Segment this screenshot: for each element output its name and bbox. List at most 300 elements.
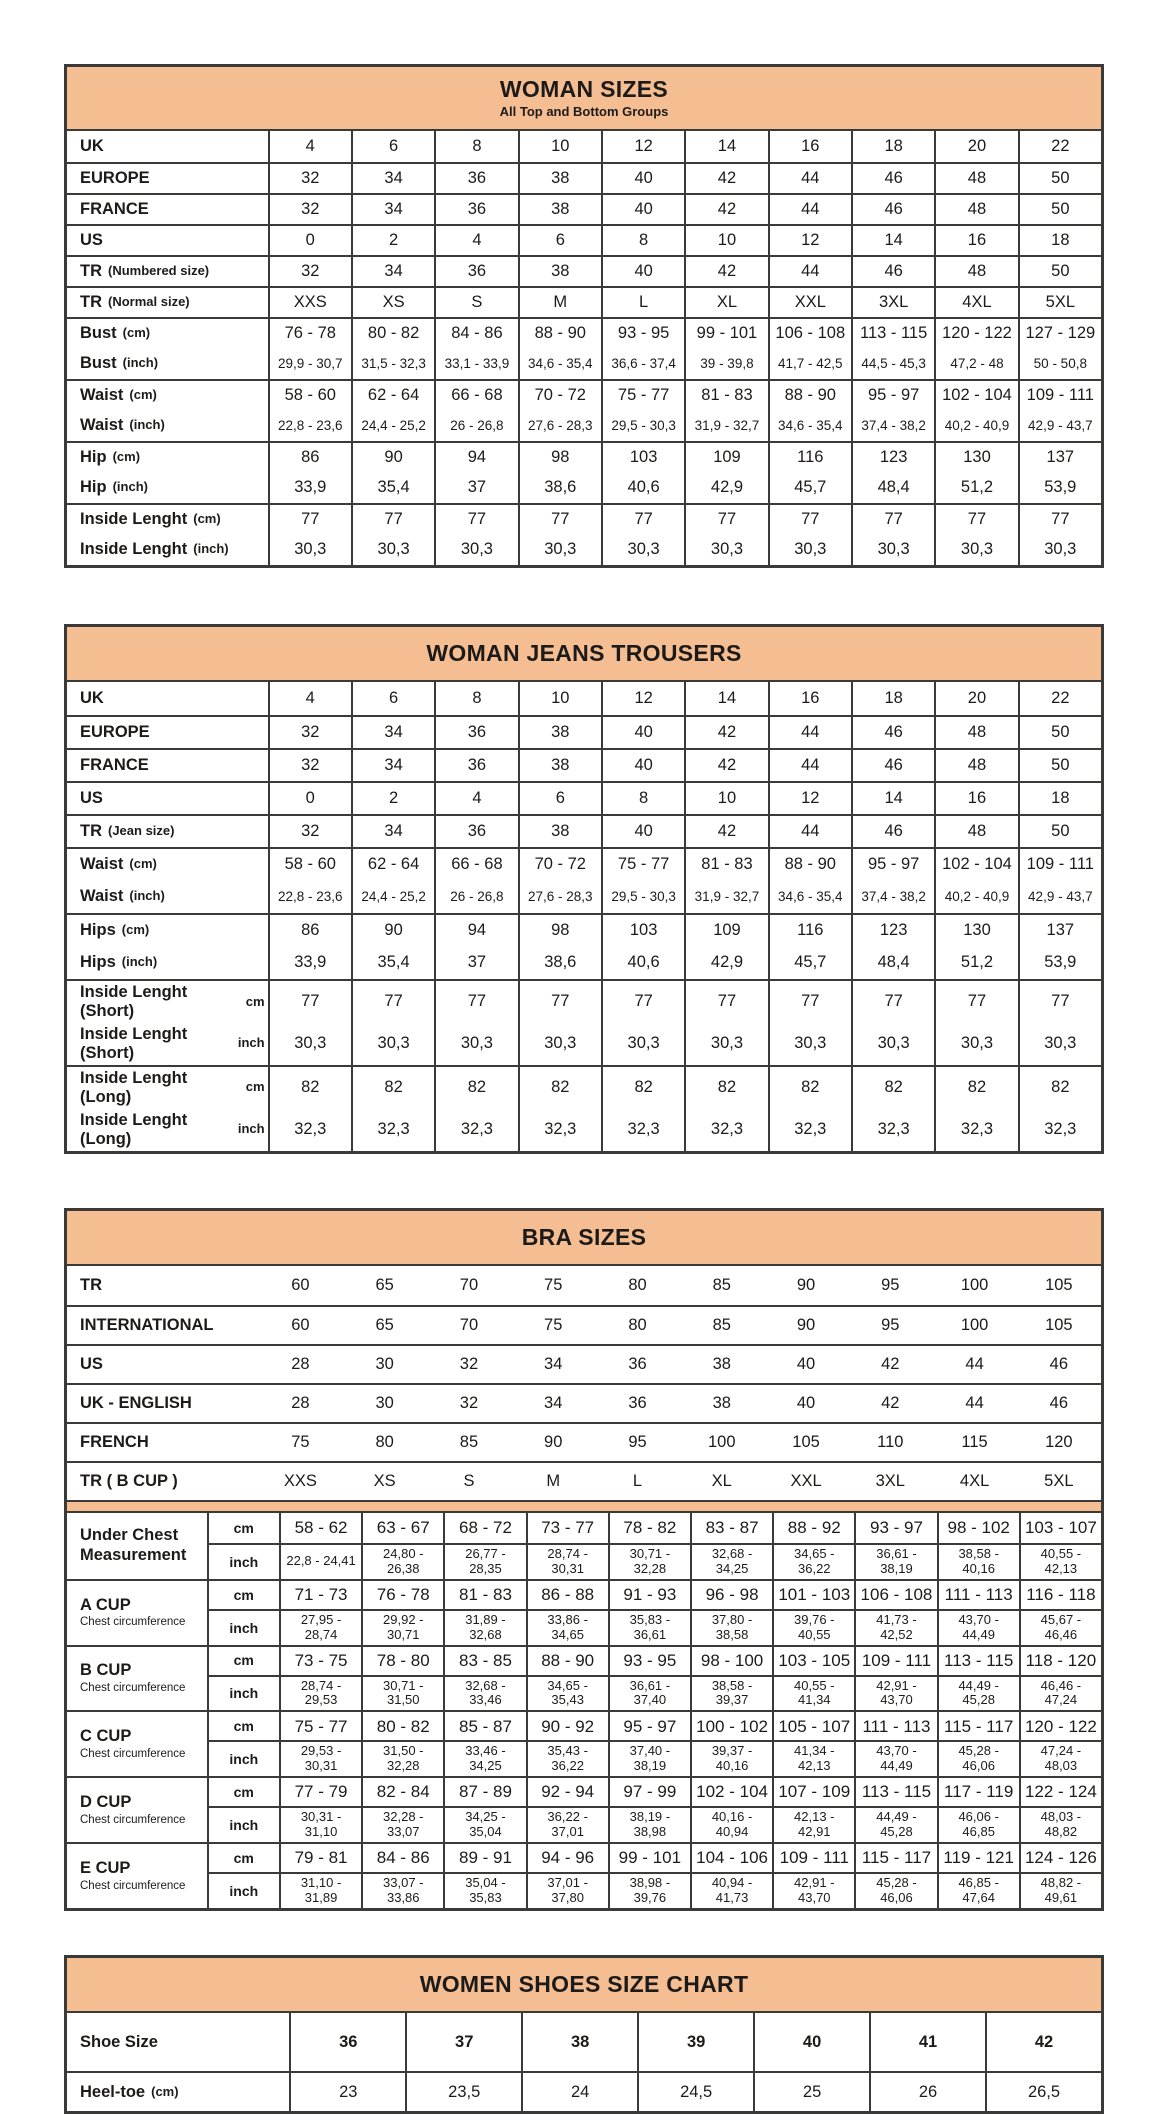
- size-value: 95 - 97: [851, 847, 934, 880]
- size-value: 42,9: [684, 946, 767, 979]
- row-label: D CUP Chest circumference: [67, 1776, 207, 1842]
- row-label: TR (Numbered size): [67, 255, 268, 286]
- size-value: 30,71 - 32,28: [608, 1543, 690, 1579]
- size-value: 124 - 126: [1019, 1842, 1101, 1872]
- size-value: 86 - 88: [526, 1579, 608, 1609]
- row-label: FRANCE: [67, 748, 268, 781]
- size-value: 77: [601, 979, 684, 1023]
- size-value: 109: [684, 441, 767, 472]
- size-value: 82 - 84: [361, 1776, 443, 1806]
- size-value: 103 - 105: [772, 1645, 854, 1675]
- size-value: 26: [869, 2071, 985, 2111]
- size-value: 32: [268, 715, 351, 748]
- size-value: 31,9 - 32,7: [684, 880, 767, 913]
- woman-jeans-trousers-table: [64, 624, 1104, 1154]
- size-value: 32,3: [601, 1109, 684, 1151]
- size-value: 34: [351, 255, 434, 286]
- table-title: BRA SIZES: [521, 1223, 647, 1250]
- size-value: 29,5 - 30,3: [601, 410, 684, 441]
- size-value: 40,16 - 40,94: [690, 1806, 772, 1842]
- size-value: XXS: [258, 1461, 342, 1500]
- size-value: 46: [851, 255, 934, 286]
- size-value: 95: [595, 1422, 679, 1461]
- size-value: 42,91 - 43,70: [854, 1675, 936, 1711]
- size-value: 32,28 - 33,07: [361, 1806, 443, 1842]
- size-value: 42,9 - 43,7: [1018, 880, 1101, 913]
- size-value: 109 - 111: [772, 1842, 854, 1872]
- size-value: 32,68 - 33,46: [443, 1675, 525, 1711]
- table-body: [67, 131, 1101, 565]
- size-value: 60: [291, 1275, 310, 1294]
- row-label: Hip (cm): [67, 441, 268, 472]
- size-value: 36: [434, 814, 517, 847]
- size-value: 40: [764, 1344, 848, 1383]
- size-value: 26 - 26,8: [434, 410, 517, 441]
- size-value: 105 - 107: [772, 1710, 854, 1740]
- size-value: 50: [1018, 255, 1101, 286]
- size-value: 77: [601, 503, 684, 534]
- size-value: 100: [960, 1275, 989, 1294]
- size-value: 32,3: [934, 1109, 1017, 1151]
- size-value: 38: [518, 162, 601, 193]
- size-value: 75 - 77: [601, 847, 684, 880]
- table-subtitle: All Top and Bottom Groups: [499, 104, 669, 119]
- size-value: 29,5 - 30,3: [601, 880, 684, 913]
- size-value: 109 - 111: [1018, 379, 1101, 410]
- size-value: 10: [684, 224, 767, 255]
- size-value: 34: [351, 162, 434, 193]
- size-value: 3XL: [851, 286, 934, 317]
- size-value: 93 - 95: [601, 317, 684, 348]
- size-value: 82: [851, 1065, 934, 1109]
- size-value: 44: [768, 814, 851, 847]
- unit-label: cm: [207, 1645, 279, 1675]
- size-value: 30: [343, 1383, 427, 1422]
- table-header: [67, 627, 1101, 682]
- size-value: 117 - 119: [937, 1776, 1019, 1806]
- size-value: 44: [932, 1344, 1016, 1383]
- size-value: 82: [684, 1065, 767, 1109]
- size-value: 16: [934, 781, 1017, 814]
- size-value: 32,3: [518, 1109, 601, 1151]
- size-value: 123: [851, 441, 934, 472]
- size-value: 24,4 - 25,2: [351, 880, 434, 913]
- size-value: 34: [511, 1383, 595, 1422]
- size-value: 0: [268, 224, 351, 255]
- size-value: 12: [768, 781, 851, 814]
- size-value: 43,70 - 44,49: [937, 1609, 1019, 1645]
- size-value: 76 - 78: [361, 1579, 443, 1609]
- size-value: 10: [518, 131, 601, 162]
- size-value: 29,92 - 30,71: [361, 1609, 443, 1645]
- size-value: 116 - 118: [1019, 1579, 1101, 1609]
- size-value: 38,98 - 39,76: [608, 1872, 690, 1908]
- row-label: Waist (inch): [80, 416, 165, 435]
- size-value: 46: [851, 715, 934, 748]
- size-value: 37: [434, 946, 517, 979]
- size-value: 75: [258, 1422, 342, 1461]
- row-label: FRANCE: [67, 193, 268, 224]
- row-label: Hip (inch): [80, 478, 148, 497]
- size-value: 122 - 124: [1019, 1776, 1101, 1806]
- size-value: 40: [601, 748, 684, 781]
- size-value: 75: [544, 1275, 563, 1294]
- row-label: Shoe Size: [80, 2032, 158, 2051]
- size-value: 20: [934, 131, 1017, 162]
- size-value: 70: [459, 1275, 479, 1294]
- size-value: XS: [343, 1461, 427, 1500]
- size-value: 86: [268, 441, 351, 472]
- unit-label: inch: [207, 1609, 279, 1645]
- size-value: 44,49 - 45,28: [937, 1675, 1019, 1711]
- size-value: 40: [601, 715, 684, 748]
- size-value: 50: [1018, 715, 1101, 748]
- size-value: 40,6: [601, 946, 684, 979]
- size-value: 75 - 77: [601, 379, 684, 410]
- size-value: 65: [375, 1275, 394, 1294]
- size-value: 78 - 80: [361, 1645, 443, 1675]
- size-value: 42,9: [684, 472, 767, 503]
- size-value: 76 - 78: [268, 317, 351, 348]
- size-value: 38,58 - 40,16: [937, 1543, 1019, 1579]
- size-value: 31,5 - 32,3: [351, 348, 434, 379]
- size-value: 41,73 - 42,52: [854, 1609, 936, 1645]
- row-label: UK: [80, 137, 104, 156]
- size-value: 89 - 91: [443, 1842, 525, 1872]
- size-value: 18: [1018, 224, 1101, 255]
- size-value: 77: [1018, 979, 1101, 1023]
- size-value: 123: [851, 913, 934, 946]
- size-value: 22,8 - 23,6: [268, 410, 351, 441]
- size-value: 36: [289, 2013, 405, 2071]
- unit-label: cm: [207, 1513, 279, 1543]
- size-value: 62 - 64: [351, 847, 434, 880]
- size-value: 40: [764, 1383, 848, 1422]
- size-value: 90: [796, 1275, 816, 1294]
- size-value: 41: [869, 2013, 985, 2071]
- size-value: 40,55 - 42,13: [1019, 1543, 1101, 1579]
- women-shoes-size-chart-table: [64, 1955, 1104, 2114]
- size-value: 8: [601, 224, 684, 255]
- size-value: 41,34 - 42,13: [772, 1740, 854, 1776]
- size-value: 18: [851, 682, 934, 715]
- size-value: 43,70 - 44,49: [854, 1740, 936, 1776]
- size-value: 31,89 - 32,68: [443, 1609, 525, 1645]
- size-value: 91 - 93: [608, 1579, 690, 1609]
- size-value: 85 - 87: [443, 1710, 525, 1740]
- size-value: 30,3: [351, 534, 434, 565]
- size-value: 36,22 - 37,01: [526, 1806, 608, 1842]
- row-label: Hips (cm): [67, 913, 268, 946]
- size-value: 93 - 95: [608, 1645, 690, 1675]
- size-value: 32: [427, 1344, 511, 1383]
- size-value: 38: [521, 2013, 637, 2071]
- size-value: 6: [351, 682, 434, 715]
- size-value: 35,83 - 36,61: [608, 1609, 690, 1645]
- row-label: FRENCH: [67, 1422, 258, 1461]
- unit-label: cm: [207, 1579, 279, 1609]
- size-value: 35,43 - 36,22: [526, 1740, 608, 1776]
- row-label: Hips (inch): [80, 953, 158, 972]
- size-value: 120 - 122: [1019, 1710, 1101, 1740]
- size-value: 77: [684, 503, 767, 534]
- size-value: 27,95 - 28,74: [279, 1609, 361, 1645]
- size-value: 3XL: [848, 1461, 932, 1500]
- size-value: 40: [601, 162, 684, 193]
- size-value: 40: [753, 2013, 869, 2071]
- size-value: 77: [1018, 503, 1101, 534]
- size-value: 31,50 - 32,28: [361, 1740, 443, 1776]
- size-value: 42: [684, 255, 767, 286]
- size-value: 37: [405, 2013, 521, 2071]
- size-value: 70: [427, 1305, 511, 1344]
- size-value: 39,37 - 40,16: [690, 1740, 772, 1776]
- size-value: 32,3: [684, 1109, 767, 1151]
- size-value: 109 - 111: [854, 1645, 936, 1675]
- size-value: 88 - 90: [768, 379, 851, 410]
- size-value: XXL: [768, 286, 851, 317]
- size-value: 35,4: [351, 472, 434, 503]
- size-value: 46: [851, 748, 934, 781]
- row-label: E CUP Chest circumference: [67, 1842, 207, 1908]
- size-value: 48: [934, 715, 1017, 748]
- size-value: 62 - 64: [351, 379, 434, 410]
- size-value: 30,3: [934, 1023, 1017, 1065]
- size-value: XL: [684, 286, 767, 317]
- size-value: 32,3: [851, 1109, 934, 1151]
- size-value: 82: [1018, 1065, 1101, 1109]
- size-value: 109: [684, 913, 767, 946]
- table-grid: [67, 1266, 1101, 1500]
- size-value: 40: [601, 255, 684, 286]
- size-value: 25: [753, 2071, 869, 2111]
- size-value: 27,6 - 28,3: [518, 880, 601, 913]
- size-value: 97 - 99: [608, 1776, 690, 1806]
- size-value: 77: [268, 979, 351, 1023]
- size-value: 27,6 - 28,3: [518, 410, 601, 441]
- size-value: 32,3: [1018, 1109, 1101, 1151]
- size-value: 34: [351, 814, 434, 847]
- size-value: S: [434, 286, 517, 317]
- size-value: 90: [351, 441, 434, 472]
- row-label: EUROPE: [67, 715, 268, 748]
- size-value: 48,82 - 49,61: [1019, 1872, 1101, 1908]
- size-value: 44,49 - 45,28: [854, 1806, 936, 1842]
- size-value: 51,2: [934, 946, 1017, 979]
- divider-band: [67, 1500, 1101, 1513]
- size-value: 22: [1018, 682, 1101, 715]
- size-value: 30,3: [851, 534, 934, 565]
- size-value: 88 - 90: [518, 317, 601, 348]
- size-value: 33,07 - 33,86: [361, 1872, 443, 1908]
- size-value: 40: [601, 814, 684, 847]
- size-value: 82: [351, 1065, 434, 1109]
- size-value: 70 - 72: [518, 379, 601, 410]
- size-value: 92 - 94: [526, 1776, 608, 1806]
- size-value: 36,61 - 38,19: [854, 1543, 936, 1579]
- table-header: [67, 1211, 1101, 1266]
- row-label: Bust (cm): [67, 317, 268, 348]
- size-value: 37,4 - 38,2: [851, 410, 934, 441]
- size-value: 16: [934, 224, 1017, 255]
- size-value: 96 - 98: [690, 1579, 772, 1609]
- size-value: 100 - 102: [690, 1710, 772, 1740]
- size-value: 94: [434, 913, 517, 946]
- size-value: 40,2 - 40,9: [934, 410, 1017, 441]
- size-value: 75 - 77: [279, 1710, 361, 1740]
- size-value: 6: [351, 131, 434, 162]
- size-value: 33,9: [268, 472, 351, 503]
- unit-label: inch: [207, 1740, 279, 1776]
- size-value: 30,31 - 31,10: [279, 1806, 361, 1842]
- size-value: 82: [434, 1065, 517, 1109]
- size-value: 45,28 - 46,06: [937, 1740, 1019, 1776]
- row-label: Waist (cm): [67, 379, 268, 410]
- size-value: 2: [351, 781, 434, 814]
- size-value: 93 - 97: [854, 1513, 936, 1543]
- size-value: 77: [768, 979, 851, 1023]
- size-value: 32,3: [268, 1109, 351, 1151]
- size-value: 73 - 77: [526, 1513, 608, 1543]
- size-value: 90 - 92: [526, 1710, 608, 1740]
- table-header: [67, 1958, 1101, 2013]
- size-value: 82: [518, 1065, 601, 1109]
- size-value: 79 - 81: [279, 1842, 361, 1872]
- size-value: 30,3: [684, 1023, 767, 1065]
- size-value: 24: [521, 2071, 637, 2111]
- size-value: 70 - 72: [518, 847, 601, 880]
- size-value: 95 - 97: [608, 1710, 690, 1740]
- size-value: 48: [934, 748, 1017, 781]
- size-value: 38: [518, 814, 601, 847]
- size-value: 45,28 - 46,06: [854, 1872, 936, 1908]
- size-value: 78 - 82: [608, 1513, 690, 1543]
- size-value: 104 - 106: [690, 1842, 772, 1872]
- size-value: 8: [434, 682, 517, 715]
- size-value: 77 - 79: [279, 1776, 361, 1806]
- size-value: 75: [511, 1305, 595, 1344]
- table-grid: [67, 1513, 1101, 1908]
- size-value: 48: [934, 193, 1017, 224]
- row-label: Waist (cm): [67, 847, 268, 880]
- size-value: 98 - 102: [937, 1513, 1019, 1543]
- size-value: 50: [1018, 748, 1101, 781]
- size-value: 42: [684, 814, 767, 847]
- size-value: 34: [351, 748, 434, 781]
- size-value: 45,7: [768, 472, 851, 503]
- size-value: 50 - 50,8: [1018, 348, 1101, 379]
- size-value: 81 - 83: [684, 847, 767, 880]
- size-value: 85: [427, 1422, 511, 1461]
- size-value: 127 - 129: [1018, 317, 1101, 348]
- size-value: 33,1 - 33,9: [434, 348, 517, 379]
- table-body: [67, 2013, 1101, 2111]
- size-value: L: [595, 1461, 679, 1500]
- woman-sizes-table: [64, 64, 1104, 568]
- size-value: 31,9 - 32,7: [684, 410, 767, 441]
- size-value: M: [518, 286, 601, 317]
- size-value: 102 - 104: [690, 1776, 772, 1806]
- size-value: 22,8 - 24,41: [279, 1543, 361, 1579]
- size-value: 32: [268, 814, 351, 847]
- size-value: 42: [985, 2013, 1101, 2071]
- size-value: 95 - 97: [851, 379, 934, 410]
- size-value: 60: [258, 1305, 342, 1344]
- size-value: 42: [848, 1344, 932, 1383]
- size-value: 80: [343, 1422, 427, 1461]
- size-value: 34: [351, 715, 434, 748]
- size-value: 46: [851, 162, 934, 193]
- size-value: 109 - 111: [1018, 847, 1101, 880]
- size-value: 44: [768, 715, 851, 748]
- size-value: 137: [1018, 913, 1101, 946]
- size-value: 36: [434, 193, 517, 224]
- size-value: 32,68 - 34,25: [690, 1543, 772, 1579]
- unit-label: cm: [207, 1842, 279, 1872]
- row-label: Inside Lenght (Long) cm: [67, 1065, 268, 1109]
- size-value: 39,76 - 40,55: [772, 1609, 854, 1645]
- size-value: 90: [351, 913, 434, 946]
- size-value: 16: [768, 682, 851, 715]
- size-value: 87 - 89: [443, 1776, 525, 1806]
- size-value: 80: [595, 1305, 679, 1344]
- size-value: 30,3: [351, 1023, 434, 1065]
- size-value: 44: [768, 255, 851, 286]
- unit-label: inch: [207, 1543, 279, 1579]
- row-label: Inside Lenght (cm): [67, 503, 268, 534]
- size-value: 22: [1018, 131, 1101, 162]
- size-value: 68 - 72: [443, 1513, 525, 1543]
- size-value: 47,24 - 48,03: [1019, 1740, 1101, 1776]
- size-value: 26,5: [985, 2071, 1101, 2111]
- size-value: 100: [680, 1422, 764, 1461]
- size-value: 18: [1018, 781, 1101, 814]
- row-label: EUROPE: [67, 162, 268, 193]
- size-value: 110: [848, 1422, 932, 1461]
- size-value: 48: [934, 255, 1017, 286]
- size-value: 30,3: [768, 1023, 851, 1065]
- size-value: 34,65 - 36,22: [772, 1543, 854, 1579]
- size-value: 102 - 104: [934, 847, 1017, 880]
- row-label: B CUP Chest circumference: [67, 1645, 207, 1711]
- size-value: 48,4: [851, 946, 934, 979]
- size-value: 38,6: [518, 946, 601, 979]
- size-value: 95: [848, 1305, 932, 1344]
- size-value: 80: [628, 1275, 647, 1294]
- table-title: WOMAN JEANS TROUSERS: [426, 640, 742, 666]
- size-value: 40,94 - 41,73: [690, 1872, 772, 1908]
- size-value: 8: [434, 131, 517, 162]
- size-value: 37,4 - 38,2: [851, 880, 934, 913]
- size-value: 24,4 - 25,2: [351, 410, 434, 441]
- size-value: 88 - 90: [526, 1645, 608, 1675]
- size-value: 8: [601, 781, 684, 814]
- size-value: 80 - 82: [351, 317, 434, 348]
- size-value: 88 - 90: [768, 847, 851, 880]
- size-value: 42,9 - 43,7: [1018, 410, 1101, 441]
- size-value: 6: [518, 781, 601, 814]
- size-value: 111 - 113: [937, 1579, 1019, 1609]
- size-value: 101 - 103: [772, 1579, 854, 1609]
- size-value: 103: [601, 441, 684, 472]
- size-value: 36: [595, 1383, 679, 1422]
- size-value: 28,74 - 29,53: [279, 1675, 361, 1711]
- size-value: 48: [934, 814, 1017, 847]
- size-value: 40: [601, 193, 684, 224]
- size-value: 46: [851, 193, 934, 224]
- size-value: 24,80 - 26,38: [361, 1543, 443, 1579]
- size-value: 106 - 108: [768, 317, 851, 348]
